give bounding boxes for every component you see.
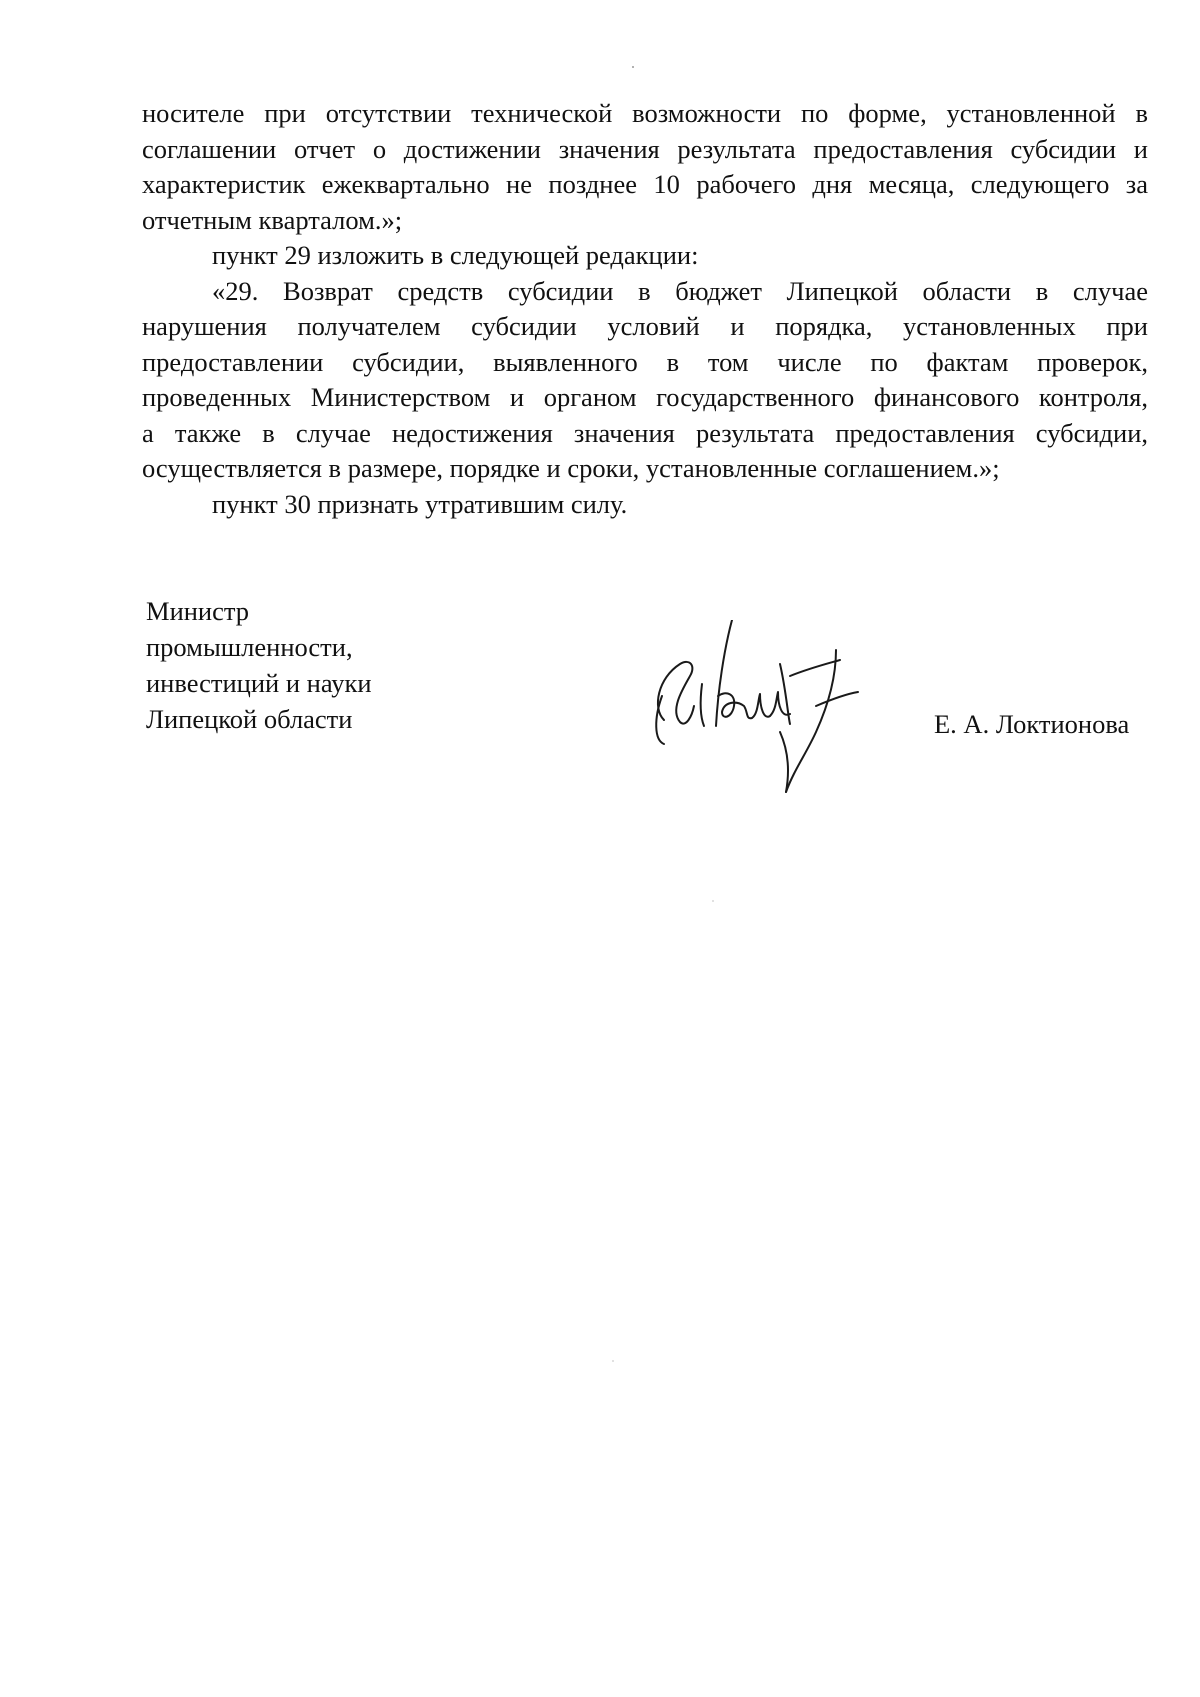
signatory-position-line: Липецкой области <box>146 704 353 734</box>
document-body <box>142 96 1148 522</box>
text-line: носителе при отсутствии технической возможности по форме, установленной в <box>142 98 1148 128</box>
text-line: предоставлении субсидии, выявленного в том числе по фактам проверок, <box>142 346 1148 377</box>
handwritten-signature <box>640 620 870 795</box>
text-line: осуществляется в размере, порядке и сроки, установленные соглашением.»; <box>142 453 1000 483</box>
text-line: а также в случае недостижения значения результата предоставления субсидии, <box>142 417 1148 448</box>
scan-speck <box>612 1360 614 1362</box>
scan-speck <box>632 66 634 68</box>
paragraph-point-29-intro <box>142 238 1148 274</box>
text-line: отчетным кварталом.»; <box>142 204 403 235</box>
text-line: «29. Возврат средств субсидии в бюджет Липецкой области в случае <box>212 275 1148 306</box>
text-line: нарушения получателем субсидии условий и порядка, установленных при <box>142 311 1148 341</box>
text-line: соглашении отчет о достижении значения результата предоставления субсидии и <box>142 133 1148 164</box>
paragraph-point-29-text <box>142 274 1148 487</box>
paragraph-report-deadline <box>142 96 1148 238</box>
text-line: пункт 30 признать утратившим силу. <box>212 488 628 519</box>
paragraph-point-30 <box>142 487 1148 523</box>
signatory-position-line: промышленности, <box>146 632 353 662</box>
text-line: характеристик ежеквартально не позднее 10 рабочего дня месяца, следующего за <box>142 169 1148 199</box>
text-line: пункт 29 изложить в следующей редакции: <box>212 240 699 270</box>
signatory-position <box>146 593 372 737</box>
signatory-position-line: Министр <box>146 596 250 626</box>
signatory-position-line: инвестиций и науки <box>146 668 372 698</box>
text-line: проведенных Министерством и органом государственного финансового контроля, <box>142 382 1148 412</box>
scan-speck <box>712 900 714 902</box>
signatory-name: Е. А. Локтионова <box>934 709 1130 739</box>
